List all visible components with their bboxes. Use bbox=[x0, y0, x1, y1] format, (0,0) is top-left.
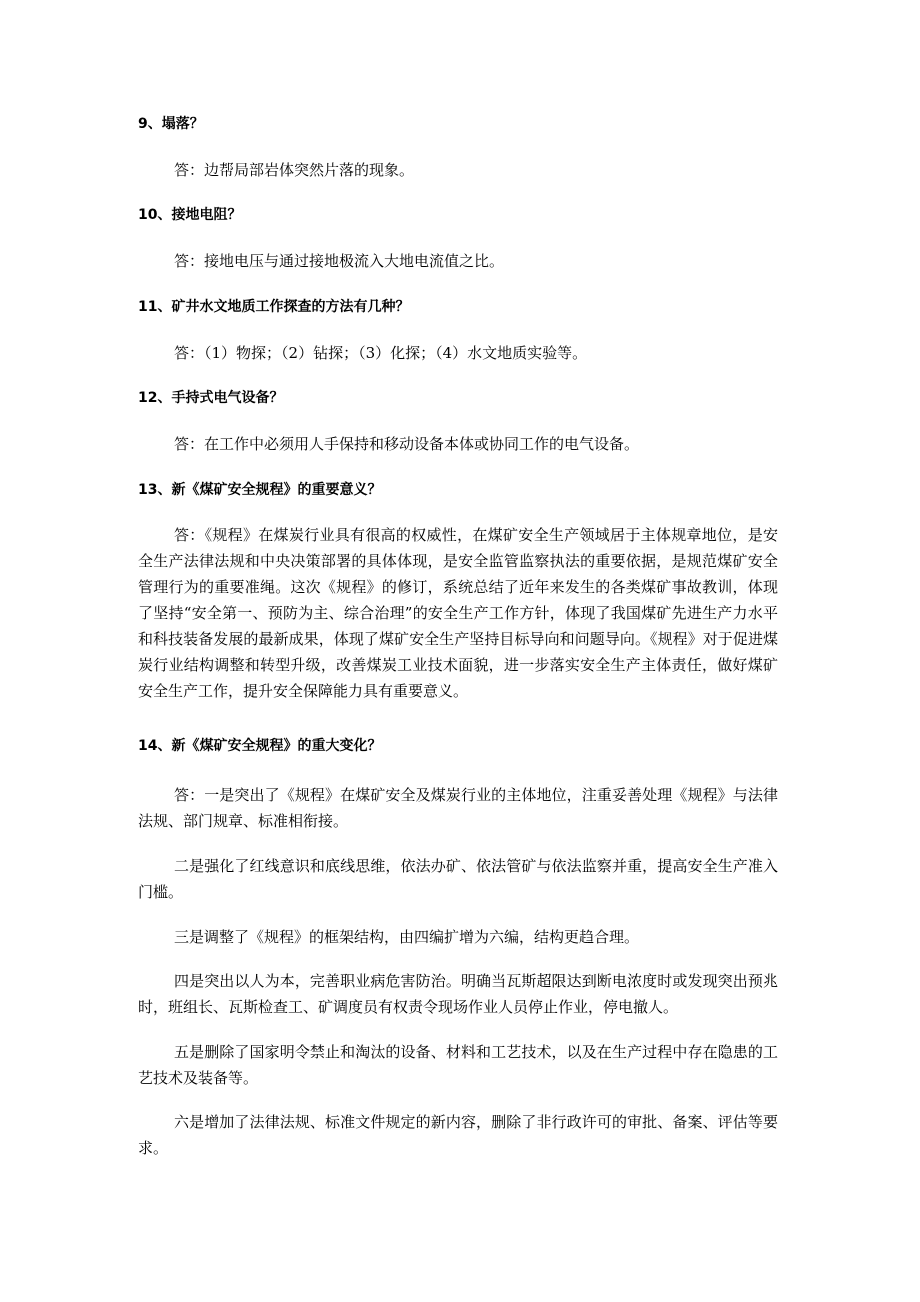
question-heading: 11、矿井水文地质工作探查的方法有几种？ bbox=[138, 299, 410, 315]
qa-item-11 bbox=[0, 297, 920, 317]
answer-paragraph: 六是增加了法律法规、标准文件规定的新内容，删除了非行政许可的审批、备案、评估等要求。 bbox=[138, 1113, 778, 1157]
answer-paragraph: 三是调整了《规程》的框架结构，由四编扩增为六编，结构更趋合理。 bbox=[174, 928, 640, 946]
qa-answer-9 bbox=[0, 157, 920, 183]
qa-answer-11 bbox=[0, 340, 920, 366]
question-heading: 14、新《煤矿安全规程》的重大变化？ bbox=[138, 738, 382, 754]
question-heading: 9、塌落？ bbox=[138, 116, 204, 132]
qa-item-13 bbox=[0, 480, 920, 500]
qa-answer-14-p1 bbox=[0, 782, 920, 834]
answer-paragraph: 答：一是突出了《规程》在煤矿安全及煤炭行业的主体地位，注重妥善处理《规程》与法律法规、部门规章、标准相衔接。 bbox=[138, 786, 778, 830]
answer-paragraph: 答：在工作中必须用人手保持和移动设备本体或协同工作的电气设备。 bbox=[174, 435, 640, 453]
answer-paragraph: 答：（1）物探；（2）钻探；（3）化探；（4）水文地质实验等。 bbox=[174, 344, 588, 362]
qa-answer-14-p5 bbox=[0, 1039, 920, 1091]
answer-paragraph: 二是强化了红线意识和底线思维，依法办矿、依法管矿与依法监察并重，提高安全生产准入门槛。 bbox=[138, 857, 778, 901]
qa-answer-14-p4 bbox=[0, 968, 920, 1020]
qa-item-12 bbox=[0, 388, 920, 408]
qa-answer-14-p2 bbox=[0, 853, 920, 905]
qa-answer-12 bbox=[0, 431, 920, 457]
qa-answer-14-p3 bbox=[0, 924, 920, 950]
qa-answer-10 bbox=[0, 248, 920, 274]
qa-item-10 bbox=[0, 205, 920, 225]
qa-answer-13 bbox=[0, 522, 920, 704]
answer-paragraph: 答：接地电压与通过接地极流入大地电流值之比。 bbox=[174, 252, 505, 270]
question-heading: 13、新《煤矿安全规程》的重要意义？ bbox=[138, 482, 382, 498]
answer-paragraph: 答：边帮局部岩体突然片落的现象。 bbox=[174, 161, 415, 179]
question-heading: 12、手持式电气设备？ bbox=[138, 390, 284, 406]
qa-answer-14-p6 bbox=[0, 1109, 920, 1161]
answer-paragraph: 五是删除了国家明令禁止和淘汰的设备、材料和工艺技术，以及在生产过程中存在隐患的工艺技术及装备等。 bbox=[138, 1043, 778, 1087]
question-heading: 10、接地电阻？ bbox=[138, 207, 242, 223]
qa-item-14 bbox=[0, 736, 920, 756]
answer-paragraph: 四是突出以人为本，完善职业病危害防治。明确当瓦斯超限达到断电浓度时或发现突出预兆时，班组长、瓦斯检查工、矿调度员有权责令现场作业人员停止作业，停电撤人。 bbox=[138, 972, 778, 1016]
answer-paragraph: 答：《规程》在煤炭行业具有很高的权威性，在煤矿安全生产领域居于主体规章地位，是安全生产法律法规和中央决策部署的具体体现，是安全监管监察执法的重要依据，是规范煤矿安全管理行为的重要准绳。这次《规程》的修订，系统总结了近年来发生的各类煤矿事故教训，体现了坚持“安全第一、预防为主、综合治理”的安全生产工作方针，体现了我国煤矿先进生产力水平和科技装备发展的最新成果，体现了煤矿安全生产坚持目标导向和问题导向。《规程》对于促进煤炭行业结构调整和转型升级，改善煤炭工业技术面貌，进一步落实安全生产主体责任，做好煤矿安全生产工作，提升安全保障能力具有重要意义。 bbox=[138, 526, 778, 700]
qa-item-9 bbox=[0, 114, 920, 134]
